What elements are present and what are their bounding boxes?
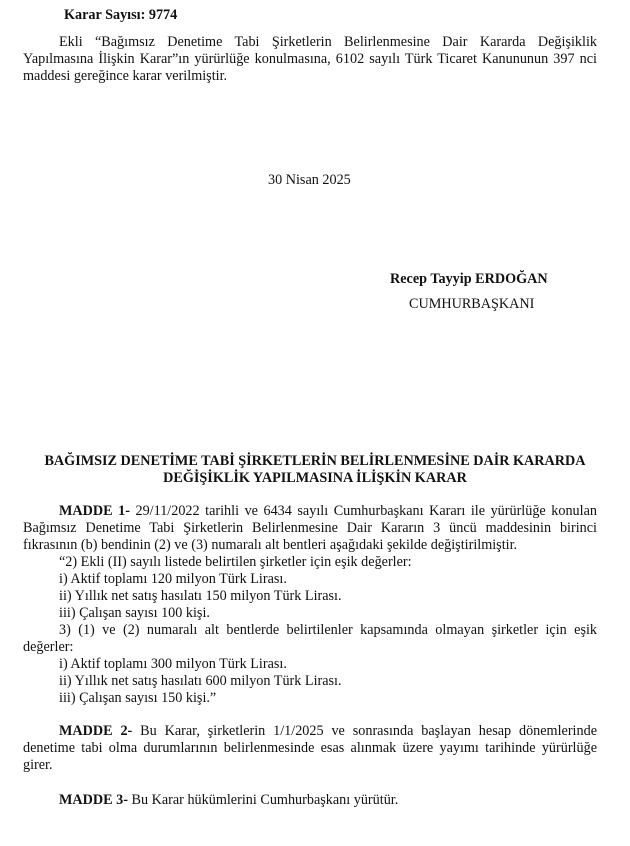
list-2-item-2: ii) Yıllık net satış hasılatı 150 milyon Türk Lirası.	[59, 588, 342, 604]
article-1-label: MADDE 1-	[59, 503, 130, 519]
article-2-paragraph	[23, 723, 597, 774]
item-3-paragraph	[23, 622, 597, 656]
article-2-label: MADDE 2-	[59, 723, 133, 739]
decision-number: Karar Sayısı: 9774	[64, 7, 178, 23]
article-3-label: MADDE 3-	[59, 792, 128, 808]
decision-date: 30 Nisan 2025	[268, 172, 351, 188]
quote-intro: “2) Ekli (II) sayılı listede belirtilen şirketler için eşik değerler:	[59, 554, 412, 570]
intro-paragraph	[23, 34, 597, 85]
list-3-item-1: i) Aktif toplamı 300 milyon Türk Lirası.	[59, 656, 287, 672]
signatory-title: CUMHURBAŞKANI	[409, 296, 535, 312]
signatory-surname: ERDOĞAN	[475, 271, 548, 287]
item-3-text: 3) (1) ve (2) numaralı alt bentlerde belirtilenler kapsamında olmayan şirketler için eşik değerler:	[23, 622, 597, 655]
signatory-first-names: Recep Tayyip	[390, 271, 476, 287]
article-1-paragraph	[23, 503, 597, 554]
article-1-text: 29/11/2022 tarihli ve 6434 sayılı Cumhurbaşkanı Kararı ile yürürlüğe konulan Bağımsız Denetime Tabi Şirketlerin Belirlenmesine Dair Kararın 3 üncü maddesinin birinci fıkrasının (b) bendinin (2) ve (3) numaralı alt bentleri aşağıdaki şekilde değiştirilmiştir.	[23, 503, 597, 553]
list-2-item-3: iii) Çalışan sayısı 100 kişi.	[59, 605, 210, 621]
list-2-item-1: i) Aktif toplamı 120 milyon Türk Lirası.	[59, 571, 287, 587]
intro-text: Ekli “Bağımsız Denetime Tabi Şirketlerin Belirlenmesine Dair Kararda Değişiklik Yapılmasına İlişkin Karar”ın yürürlüğe konulmasına, 6102 sayılı Türk Ticaret Kanununun 397 nci maddesi gereğince karar verilmiştir.	[23, 34, 597, 84]
article-2-text: Bu Karar, şirketlerin 1/1/2025 ve sonrasında başlayan hesap dönemlerinde denetime tabi olma durumlarının belirlenmesinde esas alınmak üzere yayımı tarihinde yürürlüğe girer.	[23, 723, 597, 773]
document-title-line-1: BAĞIMSIZ DENETİME TABİ ŞİRKETLERİN BELİRLENMESİNE DAİR KARARDA	[44, 453, 586, 469]
signatory-name	[390, 271, 548, 288]
article-3-text: Bu Karar hükümlerini Cumhurbaşkanı yürütür.	[127, 792, 399, 808]
document-title-line-2: DEĞİŞİKLİK YAPILMASINA İLİŞKİN KARAR	[163, 470, 467, 486]
list-3-item-3: iii) Çalışan sayısı 150 kişi.”	[59, 690, 217, 706]
list-3-item-2: ii) Yıllık net satış hasılatı 600 milyon Türk Lirası.	[59, 673, 342, 689]
article-3-paragraph	[59, 792, 398, 809]
